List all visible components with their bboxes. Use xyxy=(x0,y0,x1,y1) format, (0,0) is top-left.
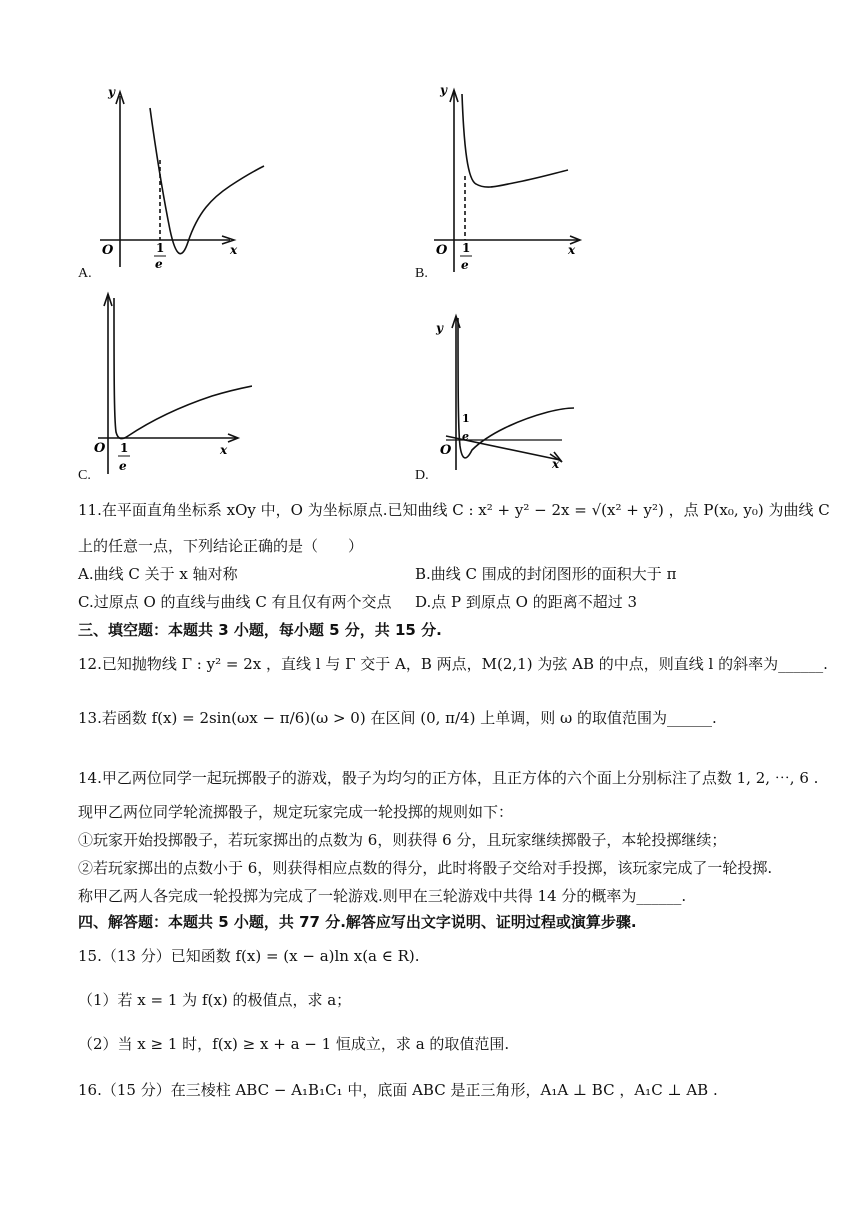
q15-part-2: （2）当 x ≥ 1 时，f(x) ≥ x + a − 1 恒成立，求 a 的取值范围. xyxy=(78,1035,510,1053)
graph-c-x-label: x xyxy=(220,443,228,457)
graph-d xyxy=(428,310,588,474)
q15-part-1: （1）若 x = 1 为 f(x) 的极值点，求 a； xyxy=(78,991,352,1009)
graph-a-y-label: y xyxy=(108,85,115,99)
graph-c-origin: O xyxy=(94,441,106,456)
graph-d-tick-den: e xyxy=(462,430,469,443)
graph-a-tick-num: 1 xyxy=(156,241,165,255)
graph-c xyxy=(92,288,252,480)
graph-b-y-label: y xyxy=(440,83,447,97)
graph-d-tick-num: 1 xyxy=(462,412,470,425)
section-3-heading: 三、填空题：本题共 3 小题，每小题 5 分，共 15 分. xyxy=(78,621,442,639)
graph-c-tick-den: e xyxy=(119,459,127,473)
q13: 13.若函数 f(x) = 2sin(ωx − π/6)(ω > 0) 在区间 (0, π/4) 上单调，则 ω 的取值范围为______. xyxy=(78,709,717,727)
graph-a xyxy=(92,82,272,272)
graph-a-tick-den: e xyxy=(155,257,163,271)
graph-b-x-label: x xyxy=(568,243,576,257)
graph-a-letter: A. xyxy=(78,266,92,281)
q11-option-a: A.曲线 C 关于 x 轴对称 xyxy=(78,565,238,583)
graph-a-x-label: x xyxy=(230,243,238,257)
q12: 12.已知抛物线 Γ : y² = 2x ，直线 l 与 Γ 交于 A，B 两点，M(2,1) 为弦 AB 的中点，则直线 l 的斜率为______. xyxy=(78,655,828,673)
graph-b-letter: B. xyxy=(415,266,428,281)
q11-line2: 上的任意一点，下列结论正确的是（ ） xyxy=(78,537,364,555)
q14-line5: 称甲乙两人各完成一轮投掷为完成了一轮游戏.则甲在三轮游戏中共得 14 分的概率为______. xyxy=(78,887,687,905)
graph-b-tick-den: e xyxy=(461,258,469,272)
q14-line1: 14.甲乙两位同学一起玩掷骰子的游戏，骰子为均匀的正方体，且正方体的六个面上分别标注了点数 1, 2, ⋯, 6 . xyxy=(78,769,819,787)
graph-d-letter: D. xyxy=(415,468,429,483)
graph-b-origin: O xyxy=(436,243,448,258)
q15-stem: 15.（13 分）已知函数 f(x) = (x − a)ln x(a ∈ R). xyxy=(78,947,420,965)
graph-b-tick-num: 1 xyxy=(462,241,471,255)
graph-d-y-label: y xyxy=(436,321,443,335)
graph-c-tick-num: 1 xyxy=(120,441,129,455)
q11-option-b: B.曲线 C 围成的封闭图形的面积大于 π xyxy=(415,565,677,583)
q11-option-d: D.点 P 到原点 O 的距离不超过 3 xyxy=(415,593,638,611)
q14-line3: ①玩家开始投掷骰子，若玩家掷出的点数为 6，则获得 6 分，且玩家继续掷骰子，本轮投掷继续； xyxy=(78,831,727,849)
graph-d-origin: O xyxy=(440,443,452,458)
graph-d-x-label: x xyxy=(552,457,560,471)
q16: 16.（15 分）在三棱柱 ABC − A₁B₁C₁ 中，底面 ABC 是正三角形，A₁A ⊥ BC ，A₁C ⊥ AB . xyxy=(78,1081,718,1099)
q14-line4: ②若玩家掷出的点数小于 6，则获得相应点数的得分，此时将骰子交给对手投掷，该玩家完成了一轮投掷. xyxy=(78,859,773,877)
graph-a-origin: O xyxy=(102,243,114,258)
q14-line2: 现甲乙两位同学轮流掷骰子，规定玩家完成一轮投掷的规则如下： xyxy=(78,803,514,821)
section-4-heading: 四、解答题：本题共 5 小题，共 77 分.解答应写出文字说明、证明过程或演算步骤. xyxy=(78,913,637,931)
graph-c-letter: C. xyxy=(78,468,91,483)
q11-option-c: C.过原点 O 的直线与曲线 C 有且仅有两个交点 xyxy=(78,593,392,611)
q11-line1: 11.在平面直角坐标系 xOy 中，O 为坐标原点.已知曲线 C : x² + y² − 2x = √(x² + y²) ，点 P(x₀, y₀) 为曲线 C xyxy=(78,501,830,519)
graph-b xyxy=(428,80,588,276)
